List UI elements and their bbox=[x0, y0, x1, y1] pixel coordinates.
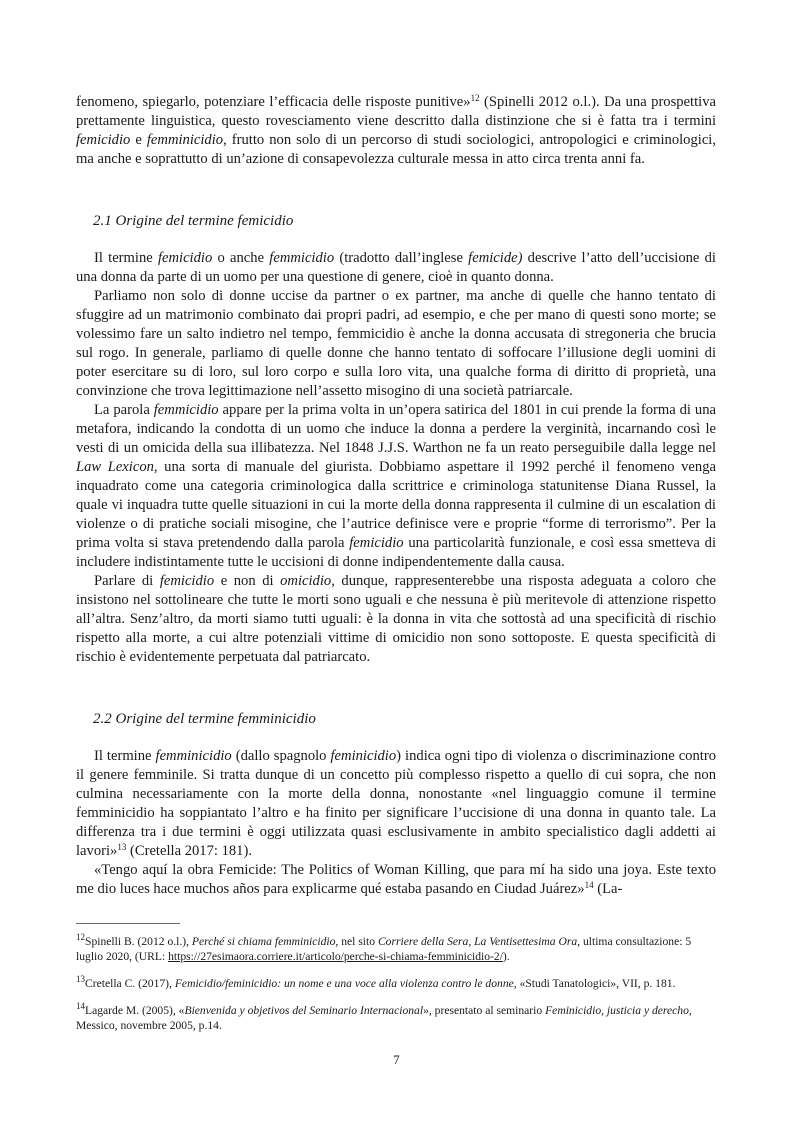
page-body bbox=[76, 93, 716, 899]
footnote-link[interactable]: https://27esimaora.corriere.it/articolo/perche-si-chiama-femminicidio-2/ bbox=[168, 950, 503, 963]
footnote-14: $^{14}$Lagarde M. (2005), «Bienvenida y objetivos del Seminario Internacional», presentato al seminario Feminicidio, justicia y derecho, Messico, novembre 2005, p.14. bbox=[76, 1001, 692, 1032]
paragraph: Il termine femicidio o anche femmicidio (tradotto dall’inglese femicide) descrive l’atto dell’uccisione di una donna da parte di un uomo per una questione di genere, cioè in quanto donna. bbox=[76, 250, 716, 285]
footnote-ref-14[interactable]: 14 bbox=[584, 880, 594, 890]
footnote-ref-12[interactable]: 12 bbox=[470, 93, 480, 103]
footnote-separator bbox=[76, 923, 180, 924]
footnote-12: $^{12}$Spinelli B. (2012 o.l.), Perché si chiama femminicidio, nel sito Corriere della Sera, La Ventisettesima Ora, ultima consultazione: 5 luglio 2020, (URL: https://27esimaora.corriere.it/articolo/perche-si-chiama-femminicidio-2/). bbox=[76, 932, 692, 963]
paragraph: Il termine femminicidio (dallo spagnolo feminicidio) indica ogni tipo di violenza o discriminazione contro il genere femminile. Si tratta dunque di un concetto più complesso rispetto a quello di cui sopra, che non culmina necessariamente con la morte della donna, nonostante «nel linguaggio comune il termine femminicidio ha soppiantato l’altro e ha finito per significare l’uccisione di una donna in quanto tale. La differenza tra i due termini è oggi utilizzata quasi esclusivamente in ambito specialistico dagli addetti ai lavori»$^{13}$ (Cretella 2017: 181). bbox=[76, 748, 716, 859]
section-heading-femicidio: 2.1 Origine del termine femicidio bbox=[93, 213, 294, 229]
paragraph: Parlare di femicidio e non di omicidio, dunque, rappresenterebbe una risposta adeguata a coloro che insistono nel sottolineare che tutte le morti sono uguali e che nessuna è più meritevole di attenzione rispetto all’altra. Senz’altro, da morti siamo tutti uguali: è la donna in vita che sottostà ad una specificità di rischio rispetto alla morte, a cui altre potenziali vittime di omicidio non sono sottoposte. E questa specificità di rischio è evidentemente perpetuata dal patriarcato. bbox=[76, 573, 716, 665]
footnote-ref-13[interactable]: 13 bbox=[117, 842, 127, 852]
paragraph: «Tengo aquí la obra Femicide: The Politics of Woman Killing, que para mí ha sido una joya. Este texto me dio luces hace muchos años para explicarme qué estaba pasando en Ciudad Juárez»$^{14}$ (La- bbox=[76, 862, 716, 897]
intro-paragraph: fenomeno, spiegarlo, potenziare l’efficacia delle risposte punitive»$^{12}$ (Spinelli 2012 o.l.). Da una prospettiva prettamente linguistica, questo rovesciamento viene descritto dalla distinzione che si è fatta tra i termini femicidio e femminicidio, frutto non solo di un percorso di studi sociologici, antropologici e criminologici, ma anche e soprattutto di un’azione di consapevolezza culturale messa in atto circa trenta anni fa. bbox=[76, 93, 717, 167]
paragraph: Parliamo non solo di donne uccise da partner o ex partner, ma anche di quelle che hanno tentato di sfuggire ad un matrimonio combinato dai propri padri, ad esempio, e che per mano di questi sono morte; se volessimo fare un salto indietro nel tempo, femmicidio è anche la donna accusata di stregoneria che brucia sul rogo. In generale, parliamo di quelle donne che hanno tentato di soffocare l’illusione degli uomini di poter esercitare su di loro, sul loro corpo e sulla loro vita, una qualche forma di diritto di proprietà, una convinzione che trova legittimazione nell’assetto misogino di una società patriarcale. bbox=[76, 288, 716, 399]
paragraph: La parola femmicidio appare per la prima volta in un’opera satirica del 1801 in cui prende la forma di una metafora, indicando la condotta di un uomo che induce la donna a perdere la verginità, incarnando così le vesti di un omicida della sua illibatezza. Nel 1848 J.J.S. Warthon ne fa un reato perseguibile dalla legge nel Law Lexicon, una sorta di manuale del giurista. Dobbiamo aspettare il 1992 perché il fenomeno venga inquadrato come una categoria criminologica dalla scrittrice e criminologa statunitense Diana Russel, la quale vi inquadra tutte quelle situazioni in cui la morte della donna rappresenta il culmine di un escalation di violenze o di pratiche sociali misogine, che l’autrice definisce vere e proprie “forme di terrorismo”. Per la prima volta si stava pretendendo dalla parola femicidio una particolarità funzionale, e così essa smetteva di includere indistintamente tutte le uccisioni di donne indipendentemente dalla causa. bbox=[76, 402, 716, 570]
footnotes bbox=[76, 934, 716, 1045]
footnote-13: $^{13}$Cretella C. (2017), Femicidio/feminicidio: un nome e una voce alla violenza contro le donne, «Studi Tanatologici», VII, p. 181. bbox=[76, 974, 676, 990]
section-heading-femminicidio: 2.2 Origine del termine femminicidio bbox=[93, 711, 316, 727]
page-number: 7 bbox=[393, 1053, 400, 1067]
